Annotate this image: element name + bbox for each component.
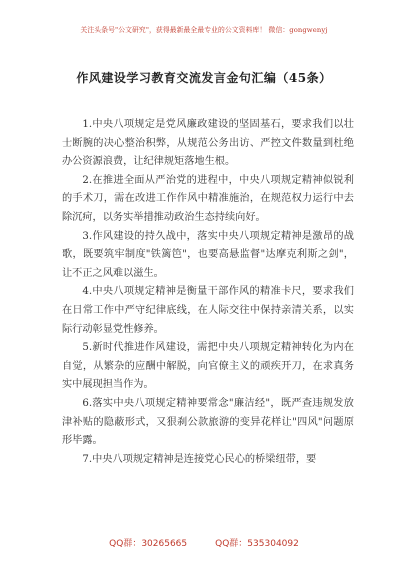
footer-contact bbox=[0, 536, 408, 549]
paragraph-1: 1.中央八项规定是党风廉政建设的坚固基石，要求我们以壮士断腕的决心整治积弊，从规范公务出访、严控文件数量到杜绝办公资源浪费，让纪律规矩落地生根。 bbox=[62, 119, 354, 168]
paragraph-2: 2.在推进全面从严治党的进程中，中央八项规定精神似锐利的手术刀，需在改进工作作风中精准施治，在规范权力运行中去除沉疴，以务实举措推动政治生态持续向好。 bbox=[62, 174, 354, 223]
header-notice: 关注头条号"公文研究"，获得最新最全最专业的公文资料库！ 微信：gongwenyj bbox=[80, 26, 328, 34]
paragraph-7: 7.中央八项规定精神是连接党心民心的桥梁纽带，要 bbox=[82, 453, 317, 465]
document-title: 作风建设学习教育交流发言金句汇编（45条） bbox=[76, 71, 332, 85]
footer-qq-group-1: QQ群：30265665 bbox=[109, 539, 188, 549]
footer-qq-group-2: QQ群：535304092 bbox=[215, 539, 299, 549]
paragraph-3: 3.作风建设的持久战中，落实中央八项规定精神是激昂的战歌，既要筑牢制度"铁篱笆"，也要高悬监督"达摩克利斯之剑"，让不正之风难以滋生。 bbox=[62, 230, 354, 279]
paragraph-6: 6.落实中央八项规定精神要常念"廉洁经"，既严查违规发放津补贴的隐蔽形式，又狠刹公款旅游的变异花样让"四风"问题原形毕露。 bbox=[62, 397, 354, 447]
document-body bbox=[62, 116, 354, 469]
paragraph-4: 4.中央八项规定精神是衡量干部作风的精准卡尺，要求我们在日常工作中严守纪律底线，在人际交往中保持亲清关系，以实际行动彰显党性修养。 bbox=[62, 286, 354, 335]
paragraph-5: 5.新时代推进作风建设，需把中央八项规定精神转化为内在自觉，从繁杂的应酬中解脱，向官僚主义的顽疾开刀，在求真务实中展现担当作为。 bbox=[62, 342, 354, 391]
